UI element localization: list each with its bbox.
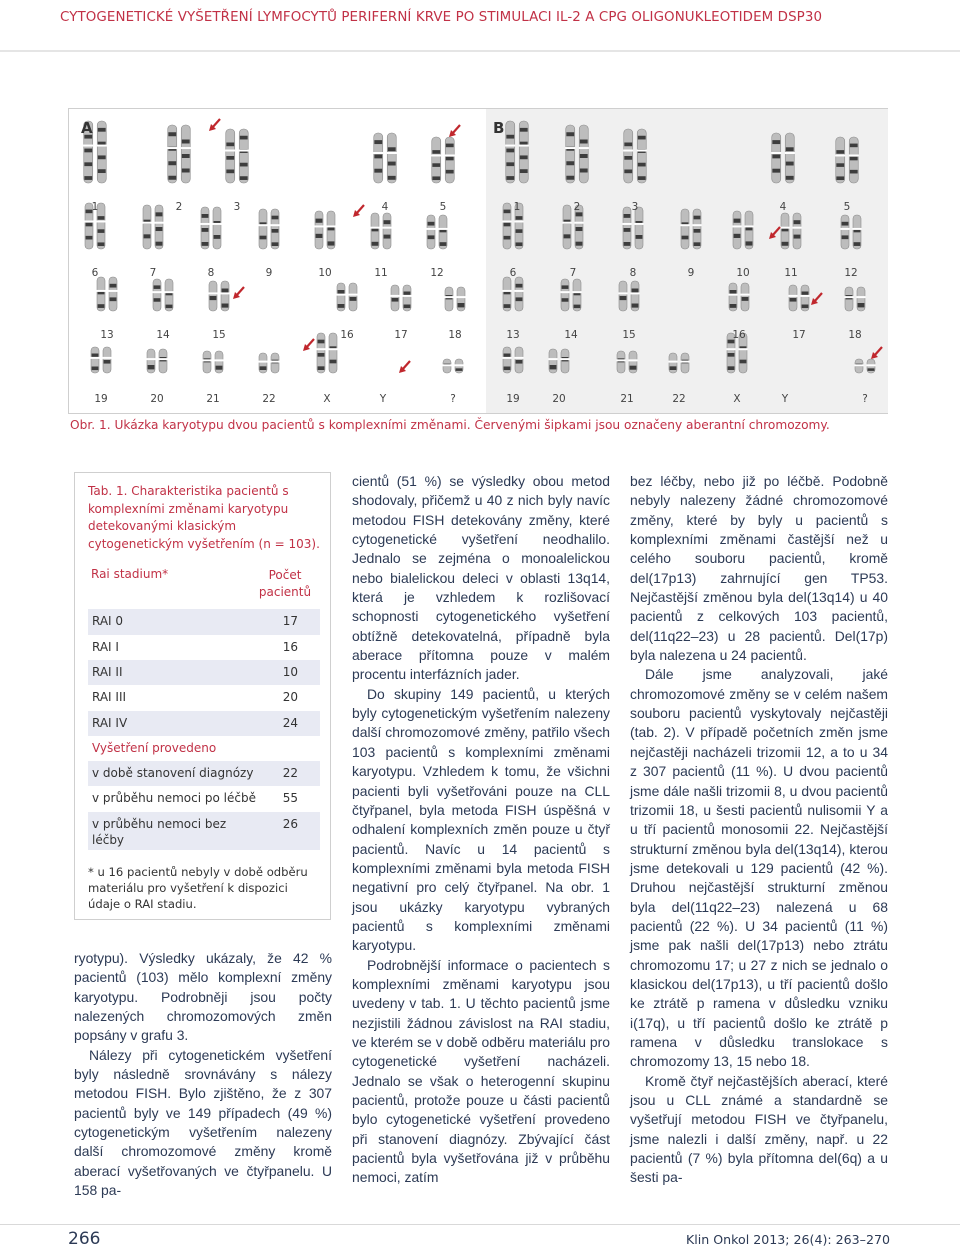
chromosome-label: Y: [379, 393, 387, 405]
chromosome-pair: [445, 287, 466, 311]
paragraph: Kromě čtyř nejčastějších aberací, které jsou u CLL známé a standardně se vyšetřují metodou FISH ve čtyřpanelu, jsme nalezli i další změny, např. u 22 pacientů (7 %) byla přítomna del(6q) a u šesti pa-: [630, 1072, 888, 1186]
table-row: [88, 685, 320, 710]
chromosome-label: Y: [781, 393, 789, 405]
chromosome-pair: [259, 209, 280, 249]
aberration-arrow-icon: [209, 119, 220, 131]
table-section-heading: [88, 736, 320, 761]
chromosome-pair: [431, 137, 455, 183]
chromosome-label: 4: [779, 201, 787, 213]
text-column-3: [630, 472, 888, 1188]
table-row: [88, 609, 320, 634]
row-label: v průběhu nemoci bez léčby: [92, 816, 227, 847]
paragraph: Dále jsme analyzovali, jaké chromozomové změny se v celém našem souboru pacientů vyskytovaly nejčastěji (tab. 2). V případě početních změn jsme nejčastěji nacházeli trizomii 12, a to u 34 z 307 pacientů (11 %). U dvou pacientů jsme dále našli trizomii 8, u dvou pacientů trizomii 18, u šesti pacientů nulisomii Y a u tří pacientů monosomii 22. Nejčastější strukturní změnou byla del(13q14), kterou jsme detekovali u 129 pacientů (42 %). Druhou nejčastější strukturní změnou byla del(11q22–23) nalezená u 68 pacientů (22 %). U 34 pacientů (11 %) jsme pak našli del(17p13) nebo ztrátu chromozomu 17; u 27 z nich se jednalo o klasickou del(17p13), u tří pacientů došlo ke ztrátě p ramena v důsledku vzniku i(17q), u tří pacientů došlo ke ztrátě p ramena v důsledku translokace s chromozomy 13, 15 nebo 18.: [630, 666, 888, 1070]
karyotype-figure: [68, 108, 888, 414]
chromosome-pair: [729, 283, 750, 311]
row-value: 17: [282, 614, 298, 629]
aberration-arrow-icon: [353, 205, 364, 217]
table-row: [88, 660, 320, 685]
chromosome-label: 1: [513, 201, 521, 213]
chromosome-pair: [789, 285, 810, 311]
chromosome-label: 21: [206, 393, 220, 405]
table-row: [88, 761, 320, 786]
chromosome-label: 13: [506, 329, 520, 341]
chromosome-label: 14: [156, 329, 170, 341]
table-row: [88, 711, 320, 736]
chromosome-pair: [771, 133, 795, 183]
chromosome-label: 8: [629, 267, 637, 279]
aberration-arrow-icon: [233, 287, 244, 299]
chromosome-pair: [841, 215, 862, 249]
chromosome-pair: [209, 281, 230, 311]
chromosome-pair: [317, 333, 338, 373]
table-footnote: * u 16 pacientů nebyly v době odběru materiálu pro vyšetření k dispozici údaje o RAI stadiu.: [88, 864, 308, 912]
chromosome-label: 2: [175, 201, 183, 213]
chromosome-pair: [225, 129, 249, 183]
row-value: 55: [282, 791, 298, 806]
chromosome-label: ?: [450, 393, 456, 405]
section-label: Vyšetření provedeno: [92, 740, 217, 755]
chromosome-pair: [153, 279, 174, 311]
chromosome-pair: [835, 137, 859, 183]
chromosome-label: 18: [448, 329, 462, 341]
chromosome-label: 3: [233, 201, 241, 213]
table-header: [88, 567, 320, 609]
header-divider: [0, 50, 960, 52]
chromosome-label: 5: [439, 201, 447, 213]
chromosome-label: 15: [212, 329, 226, 341]
chromosome-label: 12: [430, 267, 444, 279]
chromosome-pair: [549, 349, 570, 373]
chromosome-label: 8: [207, 267, 215, 279]
chromosome-label: 19: [94, 393, 108, 405]
chromosome-label: 6: [509, 267, 517, 279]
chromosome-pair: [97, 277, 118, 311]
figure-caption: Obr. 1. Ukázka karyotypu dvou pacientů s komplexními změnami. Červenými šipkami jsou označeny aberantní chromozomy.: [70, 418, 830, 432]
row-label: v době stanovení diagnózy: [92, 766, 254, 781]
row-label: RAI 0: [92, 614, 124, 629]
panel-a-label: A: [81, 119, 93, 137]
aberration-arrow-icon: [871, 347, 882, 359]
page-number: 266: [68, 1229, 101, 1249]
chromosome-label: 13: [100, 329, 114, 341]
chromosome-label: 19: [506, 393, 520, 405]
chromosome-pair: [91, 347, 112, 373]
chromosome-label: 15: [622, 329, 636, 341]
chromosome-label: 11: [784, 267, 798, 279]
chromosome-label: 18: [848, 329, 862, 341]
chromosome-pair: [681, 209, 702, 249]
aberration-arrow-icon: [399, 361, 410, 373]
chromosome-label: 11: [374, 267, 388, 279]
chromosome-label: 5: [843, 201, 851, 213]
chromosome-pair: [619, 281, 640, 311]
chromosome-label: 16: [340, 329, 354, 341]
running-title: CYTOGENETICKÉ VYŠETŘENÍ LYMFOCYTŮ PERIFERNÍ KRVE PO STIMULACI IL-2 A CPG OLIGONUKLEOTIDEM DSP30: [60, 10, 823, 25]
chromosome-pair: [561, 279, 582, 311]
chromosome-label: 20: [150, 393, 164, 405]
chromosome-pair: [373, 133, 397, 183]
row-label: RAI II: [92, 664, 123, 679]
table-1: [74, 472, 331, 920]
chromosome-pair: [371, 213, 392, 249]
chromosome-pair: [259, 353, 280, 373]
chromosome-pair: [623, 129, 647, 183]
chromosome-pair: [147, 349, 168, 373]
chromosome-label: 14: [564, 329, 578, 341]
chromosome-pair: [503, 277, 524, 311]
chromosome-label: 10: [318, 267, 332, 279]
chromosome-label: 6: [91, 267, 99, 279]
journal-citation: Klin Onkol 2013; 26(4): 263–270: [686, 1232, 890, 1247]
chromosome-pair: [427, 215, 448, 249]
paragraph: Nálezy při cytogenetickém vyšetření byly následně srovnávány s nálezy metodou FISH. Bylo zjištěno, že z 307 pacientů byly ve 149 případech (49 %) cytogenetickým vyšetřením nalezeny další chromozomové změny kromě aberací vyšetřovaných ve čtyřpanelu. U 158 pa-: [74, 1046, 332, 1199]
chromosome-label: 21: [620, 393, 634, 405]
chromosome-label: 7: [149, 267, 157, 279]
aberration-arrow-icon: [769, 227, 780, 239]
chromosome-pair: [167, 125, 191, 183]
chromosome-pair: [733, 211, 754, 249]
chromosome-label: 9: [265, 267, 273, 279]
chromosome-label: 12: [844, 267, 858, 279]
chromosome-label: 22: [262, 393, 276, 405]
chromosome-pair: [143, 205, 164, 249]
aberration-arrow-icon: [449, 125, 460, 137]
aberration-arrow-icon: [811, 293, 822, 305]
row-value: 16: [282, 639, 298, 654]
chromosome-pair: [623, 207, 644, 249]
karyotype-drawing: [69, 109, 889, 415]
row-value: 10: [282, 664, 298, 679]
chromosome-pair: [781, 213, 802, 249]
chromosome-pair: [337, 283, 358, 311]
text-column-1: [74, 949, 332, 1200]
chromosome-pair: [617, 351, 638, 373]
table-body: [88, 567, 320, 849]
chromosome-pair: [391, 285, 412, 311]
table-header-count: Počet pacientů: [258, 568, 312, 600]
row-value: 20: [282, 690, 298, 705]
paragraph: cientů (51 %) se výsledky obou metod shodovaly, přičemž u 40 z nich byly navíc metodou FISH detekovány změny, které cytogenetické vyšetření neodhalilo. Jednalo se zejména o monoalelickou nebo bialelickou deleci v oblasti 13q14, která je vzhledem k rozlišovací schopnosti cytogenetického vyšetření obtížně detekovatelná, případně byla aberace přítomna pouze v malém procentu interfázních jader.: [352, 473, 610, 683]
chromosome-pair: [315, 211, 336, 249]
chromosome-label: 2: [573, 201, 581, 213]
chromosome-label: 7: [569, 267, 577, 279]
paragraph: ryotypu). Výsledky ukázaly, že 42 % pacientů (103) mělo komplexní změny karyotypu. Podrobněji jsou počty nalezených chromozomových změn popsány v grafu 3.: [74, 950, 332, 1044]
chromosome-pair: [669, 353, 690, 373]
row-label: RAI I: [92, 639, 119, 654]
chromosome-label: 4: [381, 201, 389, 213]
chromosome-label: X: [733, 393, 741, 405]
table-header-rai: Rai stadium*: [91, 567, 169, 582]
footer-divider: [0, 1224, 960, 1225]
chromosome-label: 16: [732, 329, 746, 341]
paragraph: bez léčby, nebo již po léčbě. Podobně nebyly nalezeny žádné chromozomové změny, které by byly u pacientů s komplexními změnami častější než u celého souboru pacientů, kromě del(17p13) zahrnující gen TP53. Nejčastější změnou byla del(13q14) u 40 pacientů z celkových 103 pacientů, del(11q22–23) u 28 pacientů. Del(17p) byla nalezena u 24 pacientů.: [630, 473, 888, 664]
text-column-2: [352, 472, 610, 1188]
chromosome-label: 17: [394, 329, 408, 341]
paragraph: Do skupiny 149 pacientů, u kterých byly cytogenetickým vyšetřením nalezeny další chromozomové změny, patřilo všech 103 pacientů s komplexními změnami karyotypu. Vzhledem k tomu, že všichni pacienti byli vyšetřováni pouze na CLL čtyřpanel, byla metoda FISH úspěšná v odhalení komplexních změn pouze u čtyř pacientů. Navíc u 14 pacientů s komplexními změnami byla metoda FISH negativní pro celý čtyřpanel. Na obr. 1 jsou ukázky karyotypu vybraných pacientů s komplexními změnami karyotypu.: [352, 685, 610, 954]
row-label: RAI IV: [92, 715, 128, 730]
chromosome-label: 10: [736, 267, 750, 279]
chromosome-pair: [203, 351, 224, 373]
table-row: [88, 786, 320, 811]
table-caption: Tab. 1. Charakteristika pacientů s komplexními změnami karyotypu detekovanými klasickým cytogenetickým vyšetřením (n = 103).: [88, 484, 320, 551]
row-value: 26: [282, 816, 298, 831]
chromosome-label: 3: [631, 201, 639, 213]
chromosome-label: 22: [672, 393, 686, 405]
panel-b-label: B: [493, 119, 505, 137]
chromosome-pair: [503, 347, 524, 373]
chromosome-pair: [855, 359, 876, 373]
row-label: v průběhu nemoci po léčbě: [92, 791, 256, 806]
row-value: 24: [282, 715, 298, 730]
paragraph: Podrobnější informace o pacientech s komplexními změnami karyotypu jsou uvedeny v tab. 1. U těchto pacientů jsme nezjistili žádnou závislost na RAI stadiu, ve kterém se v době odběru materiálu pro cytogenetické vyšetření nacházeli. Jednalo se však o heterogenní skupinu pacientů, protože pouze u části pacientů bylo cytogenetické vyšetření provedeno při stanovení diagnózy. Zbývající část pacientů byla vyšetřována již v průběhu nemoci, zatím: [352, 956, 610, 1186]
chromosome-label: 20: [552, 393, 566, 405]
chromosome-label: 9: [687, 267, 695, 279]
row-label: RAI III: [92, 690, 127, 705]
chromosome-pair: [505, 121, 529, 183]
row-value: 22: [282, 766, 298, 781]
chromosome-label: ?: [862, 393, 868, 405]
chromosome-label: X: [323, 393, 331, 405]
table-row: [88, 812, 320, 850]
table-row: [88, 635, 320, 660]
chromosome-pair: [845, 287, 866, 311]
chromosome-pair: [565, 125, 589, 183]
chromosome-pair: [201, 207, 222, 249]
chromosome-label: 1: [91, 201, 99, 213]
aberration-arrow-icon: [303, 339, 314, 351]
chromosome-label: 17: [792, 329, 806, 341]
chromosome-pair: [443, 359, 464, 373]
